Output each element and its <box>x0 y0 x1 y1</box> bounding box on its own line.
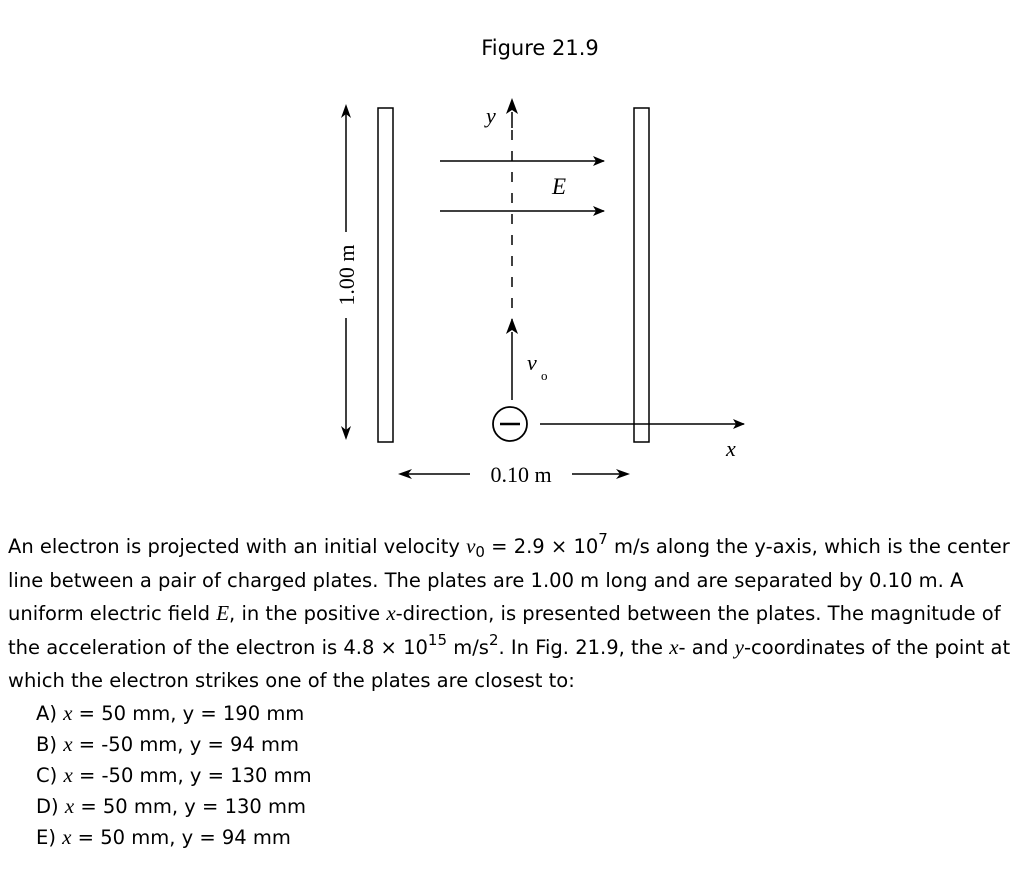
question-text: An electron is projected with an initial velocity $v_0 = 2.9 \times 10^7$ m/s along the y-axis, which is the center line between a pair of charged plates. The plates are 1.00 m long and are separated by 0.10 m. A uniform electric field E, in the positive x-direction, is presented between the plates. The magnitude of the acceleration of the electron is $4.8 \times 10^{15}$ $m/s^2$. In Fig. 21.9, the x- and y-coordinates of the point at which the electron strikes one of the plates are closest to: <box>8 530 1011 692</box>
choice-e[interactable]: E) x = 50 mm, y = 94 mm <box>36 825 291 849</box>
v0-symbol: v <box>466 534 476 558</box>
left-plate <box>378 108 393 442</box>
choice-b[interactable]: B) x = -50 mm, y = 94 mm <box>36 732 299 756</box>
y-axis-arrow <box>506 98 518 114</box>
E-symbol: E <box>216 601 230 625</box>
right-plate <box>634 108 649 442</box>
velocity-arrow <box>506 318 518 334</box>
figure-title: Figure 21.9 <box>481 36 599 60</box>
field-label: E <box>552 174 567 199</box>
answer-choices <box>36 698 312 853</box>
velocity-label: v <box>527 350 537 375</box>
y-axis-label: y <box>486 103 496 128</box>
separation-label: 0.10 m <box>490 462 552 487</box>
velocity-label-subscript: o <box>541 368 548 383</box>
x-axis-label: x <box>726 436 736 461</box>
choice-d[interactable]: D) x = 50 mm, y = 130 mm <box>36 794 306 818</box>
length-label: 1.00 m <box>334 244 359 306</box>
choice-c[interactable]: C) x = -50 mm, y = 130 mm <box>36 763 312 787</box>
choice-a[interactable]: A) x = 50 mm, y = 190 mm <box>36 701 305 725</box>
